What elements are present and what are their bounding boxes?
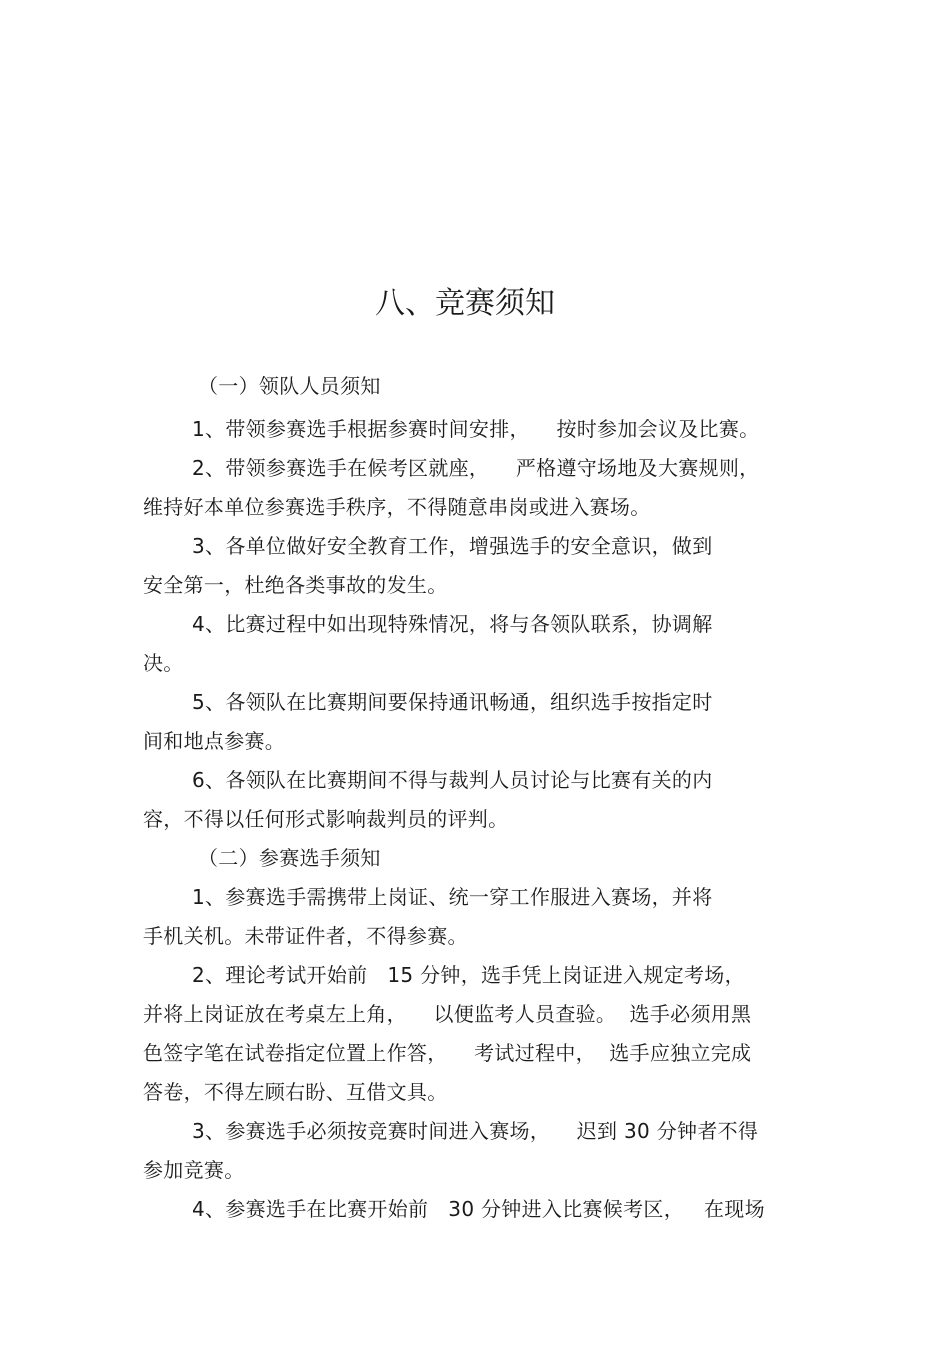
paragraph-line: 容，不得以任何形式影响裁判员的评判。 bbox=[143, 807, 509, 831]
paragraph-line: 安全第一，杜绝各类事故的发生。 bbox=[143, 573, 448, 597]
paragraph-line: 并将上岗证放在考桌左上角， 以便监考人员查验。 选手必须用黑 bbox=[143, 1002, 752, 1026]
paragraph-line: 参加竞赛。 bbox=[143, 1158, 245, 1182]
paragraph-line: 2、带领参赛选手在候考区就座， 严格遵守场地及大赛规则， bbox=[192, 456, 760, 480]
paragraph-line: 2、理论考试开始前 15 分钟，选手凭上岗证进入规定考场， bbox=[192, 963, 745, 987]
paragraph-line: 4、参赛选手在比赛开始前 30 分钟进入比赛候考区， 在现场 bbox=[192, 1197, 765, 1221]
paragraph-line: 决。 bbox=[143, 651, 184, 675]
paragraph-line: 维持好本单位参赛选手秩序，不得随意串岗或进入赛场。 bbox=[143, 495, 651, 519]
paragraph-line: 1、带领参赛选手根据参赛时间安排， 按时参加会议及比赛。 bbox=[192, 417, 760, 441]
paragraph-line: 3、各单位做好安全教育工作，增强选手的安全意识，做到 bbox=[192, 534, 713, 558]
paragraph-line: 手机关机。未带证件者，不得参赛。 bbox=[143, 924, 468, 948]
paragraph-line: 答卷，不得左顾右盼、互借文具。 bbox=[143, 1080, 448, 1104]
paragraph-line: 4、比赛过程中如出现特殊情况，将与各领队联系，协调解 bbox=[192, 612, 713, 636]
paragraph-line: 色签字笔在试卷指定位置上作答， 考试过程中， 选手应独立完成 bbox=[143, 1041, 752, 1065]
section-heading-contestant: （二）参赛选手须知 bbox=[198, 846, 381, 870]
paragraph-line: 1、参赛选手需携带上岗证、统一穿工作服进入赛场，并将 bbox=[192, 885, 713, 909]
page-title: 八、竞赛须知 bbox=[375, 286, 555, 321]
section-heading-team-leader: （一）领队人员须知 bbox=[198, 374, 381, 398]
paragraph-line: 6、各领队在比赛期间不得与裁判人员讨论与比赛有关的内 bbox=[192, 768, 713, 792]
paragraph-line: 3、参赛选手必须按竞赛时间进入赛场， 迟到 30 分钟者不得 bbox=[192, 1119, 759, 1143]
paragraph-line: 5、各领队在比赛期间要保持通讯畅通，组织选手按指定时 bbox=[192, 690, 713, 714]
paragraph-line: 间和地点参赛。 bbox=[143, 729, 286, 753]
